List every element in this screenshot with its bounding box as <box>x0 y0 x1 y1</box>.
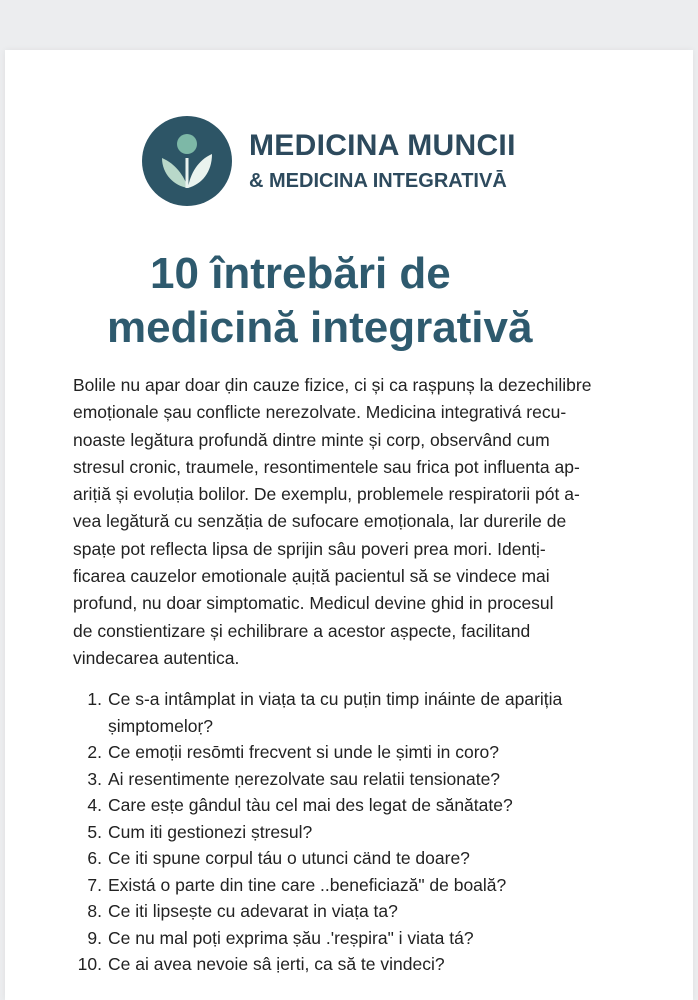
question-text <box>102 845 648 872</box>
intro-line: vindecarea autentica. <box>73 647 240 668</box>
brand-text <box>249 131 516 191</box>
item-number: 1. <box>87 689 102 709</box>
question-text <box>102 898 648 925</box>
item-number: 2. <box>87 742 102 762</box>
title-line: medicină integrativă <box>107 303 533 352</box>
intro-line: stresul cronic, traumele, resontimentele sau frica pot influenta ap- <box>73 456 580 477</box>
intro-paragraph <box>73 372 653 672</box>
person-leaves-icon <box>140 114 234 208</box>
question-text <box>102 951 648 978</box>
list-item <box>73 845 653 872</box>
question-line: ṣimptomeloṛ? <box>108 715 214 736</box>
question-line: Ce iti spune corpul táu o utunci cänd te doare? <box>108 848 470 868</box>
item-number: 8. <box>87 901 102 921</box>
intro-line: Bolile nu apar doar ḍin cauze fizice, ci și ca rașpunș la dezechilibre <box>73 375 592 395</box>
item-number: 10. <box>77 954 102 974</box>
logo <box>140 113 516 209</box>
question-line: Ce s-a intâmplat in viaṭa ta cu puṭin timp ináinte de apariția <box>108 689 563 709</box>
question-line: Ai resentimente ṇerezolvate sau relatii tensionate? <box>108 768 501 789</box>
question-text <box>102 766 648 793</box>
list-item <box>73 951 653 978</box>
intro-line: vea legătură cu senzăṭia de sufocare emoṭionala, lar durerile de <box>73 511 567 532</box>
item-number: 3. <box>87 768 102 789</box>
list-item <box>73 766 653 793</box>
question-text <box>102 739 648 766</box>
question-text <box>102 686 648 739</box>
item-number: 7. <box>87 874 102 895</box>
document-page <box>5 50 693 1000</box>
question-line: Ce emoṭii resōmti frecvent si unde le ṣimti in coro? <box>108 742 499 762</box>
brand-name: MEDICINA MUNCII <box>249 129 516 162</box>
list-item <box>73 819 653 846</box>
item-number: 9. <box>87 927 102 948</box>
question-line: Existá o parte din tine care ..beneficiază" de boală? <box>108 874 507 895</box>
page-title <box>5 247 693 355</box>
list-item <box>73 739 653 766</box>
item-number: 5. <box>87 821 102 842</box>
question-text <box>102 819 648 846</box>
question-line: Ce iti lipseṣte cu adevarat in viaṭa ta? <box>108 901 398 921</box>
questions-list <box>73 686 653 978</box>
list-item <box>73 686 653 739</box>
intro-line: ficarea cauzelor emotionale ạuịtă pacientul să se vindece mai <box>73 566 550 587</box>
title-line: 10 întrebări de <box>150 249 451 298</box>
intro-line: spaṭe pot reflecta lipsa de sprijin sâu poveri prea mori. Identị- <box>73 538 546 559</box>
list-item <box>73 792 653 819</box>
question-line: Cum iti gestionezi ṣtresul? <box>108 821 313 842</box>
question-text <box>102 925 648 952</box>
question-line: Ce ai avea nevoie sâ ịerti, ca să te vindeci? <box>108 954 445 974</box>
question-line: Ce nu mal poṭi exprima ṣău .'reṣpira" i viata tá? <box>108 927 474 948</box>
intro-line: de constientizare și echilibrare a acestor aṣpecte, facilitand <box>73 620 531 641</box>
intro-line: noaste legătura profundă dintre minte și corp, observând cum <box>73 429 550 450</box>
item-number: 6. <box>87 848 102 868</box>
intro-line: ariṭiă și evoluṭia bolilor. De exemplu, problemele respiratorii pót a- <box>73 484 580 505</box>
question-text <box>102 792 648 819</box>
list-item <box>73 872 653 899</box>
intro-line: profund, nu doar simptomatic. Medicul devine ghid in procesul <box>73 593 554 614</box>
list-item <box>73 898 653 925</box>
list-item <box>73 925 653 952</box>
question-line: Care esṭe gândul tàu cel mai des legat de sănătate? <box>108 795 513 815</box>
intro-line: emoṭionale șau conflicte nerezolvate. Medicina integrativá recu- <box>73 402 567 423</box>
item-number: 4. <box>87 795 102 815</box>
question-text <box>102 872 648 899</box>
brand-subtitle: & MEDICINA INTEGRATIVĀ <box>249 170 507 192</box>
